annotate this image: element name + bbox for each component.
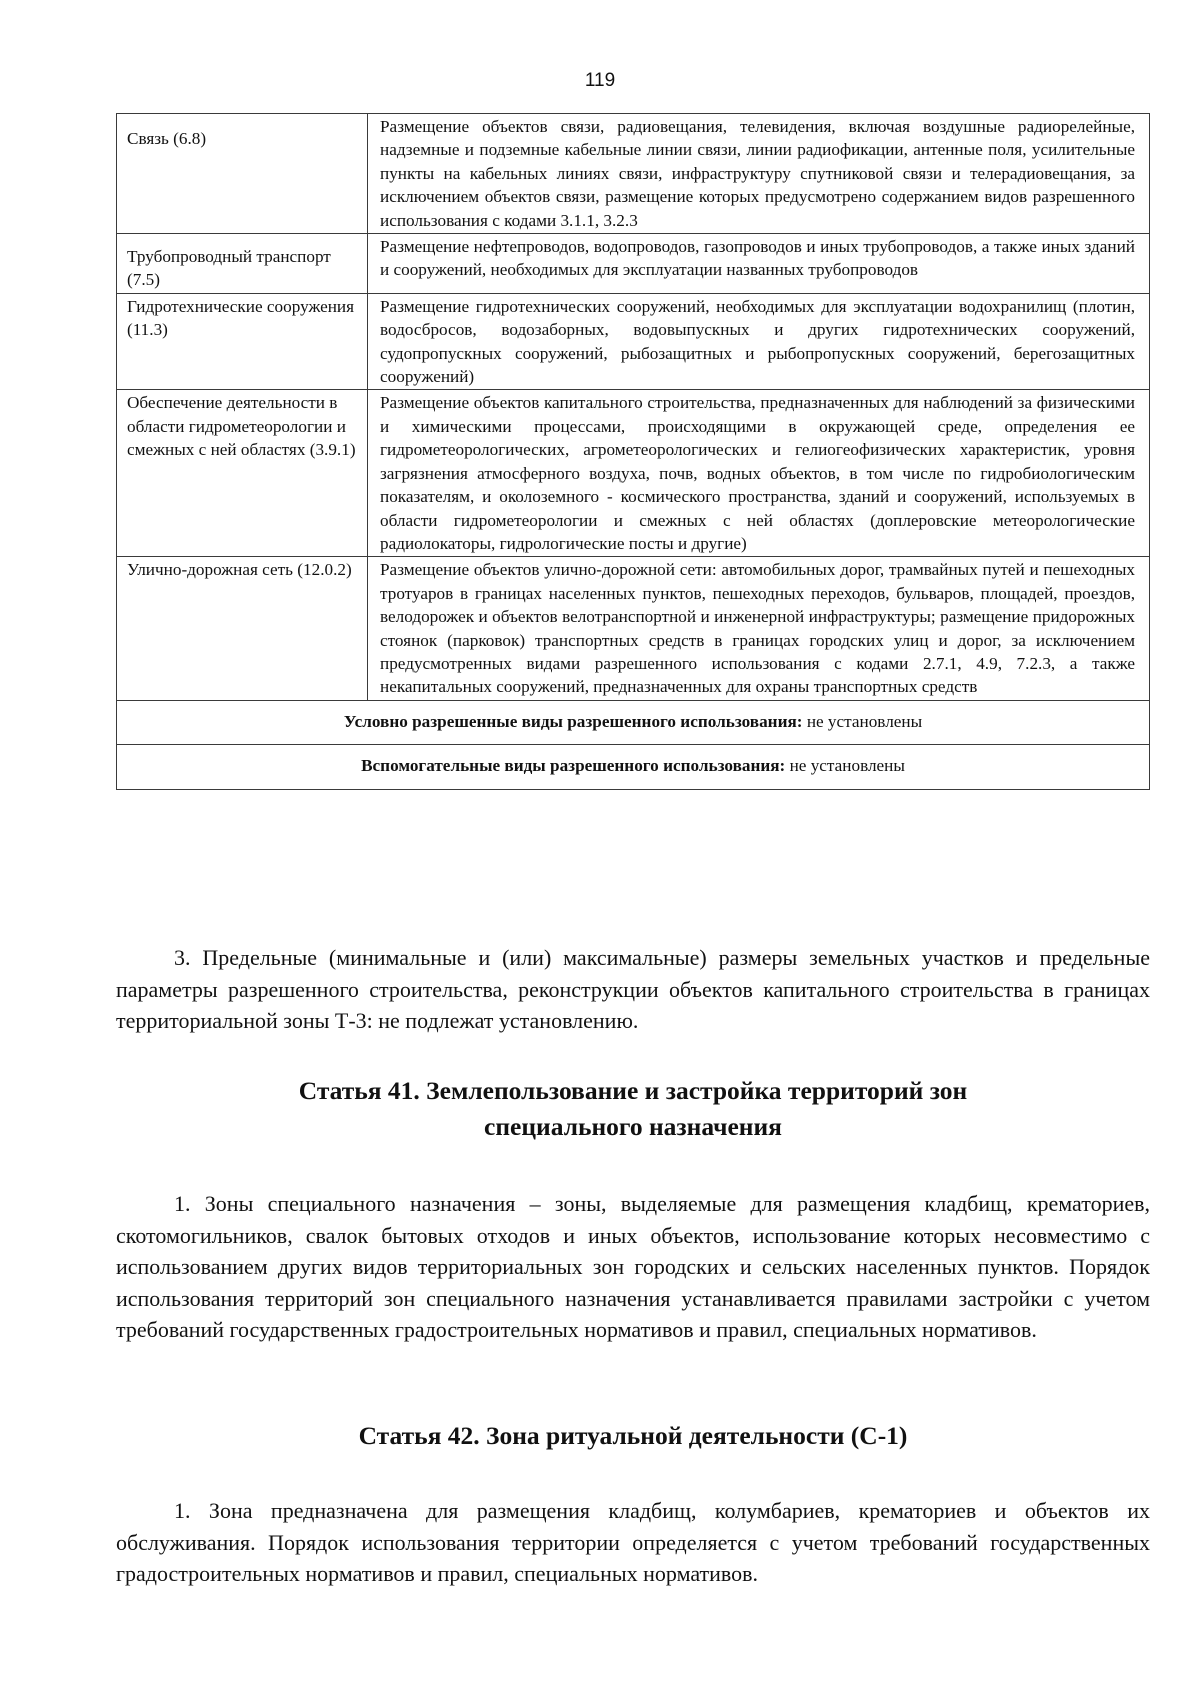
- use-type-description: Размещение объектов связи, радиовещания, телевидения, включая воздушные радиорелейные, надземные и подземные кабельные линии связи, линии радиофикации, антенные поля, усилительные пункты на кабельных линиях связи, инфраструктуру спутниковой связи и телерадиовещания, за исключением объектов связи, размещение которых предусмотрено содержанием видов разрешенного использования с кодами 3.1.1, 3.2.3: [368, 114, 1150, 234]
- table-row: [117, 234, 1150, 294]
- use-type-description: Размещение нефтепроводов, водопроводов, газопроводов и иных трубопроводов, а также иных зданий и сооружений, необходимых для эксплуатации названных трубопроводов: [368, 234, 1150, 294]
- use-type-name: Связь (6.8): [117, 114, 368, 234]
- auxiliary-uses-cell: [117, 745, 1150, 789]
- paragraph-3: 3. Предельные (минимальные и (или) максимальные) размеры земельных участков и предельные параметры разрешенного строительства, реконструкции объектов капитального строительства в границах территориальной зоны Т-3: не подлежат установлению.: [116, 945, 1150, 1033]
- table-row: [117, 390, 1150, 557]
- article-42-paragraph: 1. Зона предназначена для размещения кладбищ, колумбариев, крематориев и объектов их обслуживания. Порядок использования территории определяется с учетом требований государственных градостроительных нормативов и правил, специальных нормативов.: [116, 1498, 1150, 1586]
- page-number: 119: [584, 70, 616, 91]
- conditional-uses-value: не установлены: [806, 711, 923, 731]
- auxiliary-uses-value: не установлены: [789, 756, 905, 776]
- auxiliary-uses-label: Вспомогательные виды разрешенного использования:: [361, 756, 786, 776]
- article-41-title: [116, 1073, 1150, 1145]
- use-type-description: Размещение объектов капитального строительства, предназначенных для наблюдений за физическими и химическими процессами, происходящими в окружающей среде, определения ее гидрометеорологических, агрометеорологических и гелиогеофизических характеристик, уровня загрязнения атмосферного воздуха, почв, водных объектов, в том числе по гидробиологическим показателям, и околоземного - космического пространства, зданий и сооружений, используемых в области гидрометеорологии и смежных с ней областях (доплеровские метеорологические радиолокаторы, гидрологические посты и другие): [368, 390, 1150, 557]
- use-type-description: Размещение гидротехнических сооружений, необходимых для эксплуатации водохранилищ (плотин, водосбросов, водозаборных, водовыпускных и других гидротехнических сооружений, судопропускных сооружений, рыбозащитных и рыбопропускных сооружений, берегозащитных сооружений): [368, 293, 1150, 390]
- conditional-uses-label: Условно разрешенные виды разрешенного использования:: [343, 711, 803, 731]
- use-type-name: Обеспечение деятельности в области гидрометеорологии и смежных с ней областях (3.9.1): [117, 390, 368, 557]
- article-42-title: Статья 42. Зона ритуальной деятельности (С-1): [358, 1421, 908, 1450]
- table-row: [117, 557, 1150, 700]
- article-41-paragraph: 1. Зоны специального назначения – зоны, выделяемые для размещения кладбищ, крематориев, скотомогильников, свалок бытовых отходов и иных объектов, использование которых несовместимо с использованием других видов территориальных зон городских и сельских населенных пунктов. Порядок использования территорий зон специального назначения устанавливается правилами застройки с учетом требований государственных градостроительных нормативов и правил, специальных нормативов.: [116, 1191, 1150, 1342]
- article-41-title-line1: Статья 41. Землепользование и застройка территорий зон: [298, 1076, 968, 1105]
- table-row: [117, 293, 1150, 390]
- land-use-table: [116, 113, 1150, 790]
- use-type-description: Размещение объектов улично-дорожной сети: автомобильных дорог, трамвайных путей и пешеходных тротуаров в границах населенных пунктов, пешеходных переходов, бульваров, площадей, проездов, велодорожек и объектов велотранспортной и инженерной инфраструктуры; размещение придорожных стоянок (парковок) транспортных средств в границах городских улиц и дорог, за исключением предусмотренных видами разрешенного использования с кодами 2.7.1, 4.9, 7.2.3, а также некапитальных сооружений, предназначенных для охраны транспортных средств: [368, 557, 1150, 700]
- use-type-name: Гидротехнические сооружения (11.3): [117, 293, 368, 390]
- auxiliary-uses-row: [117, 745, 1150, 789]
- article-41-title-line2: специального назначения: [484, 1112, 782, 1141]
- conditional-uses-row: [117, 700, 1150, 744]
- use-type-name: Улично-дорожная сеть (12.0.2): [117, 557, 368, 700]
- use-type-name: Трубопроводный транспорт (7.5): [117, 234, 368, 294]
- table-row: [117, 114, 1150, 234]
- conditional-uses-cell: [117, 700, 1150, 744]
